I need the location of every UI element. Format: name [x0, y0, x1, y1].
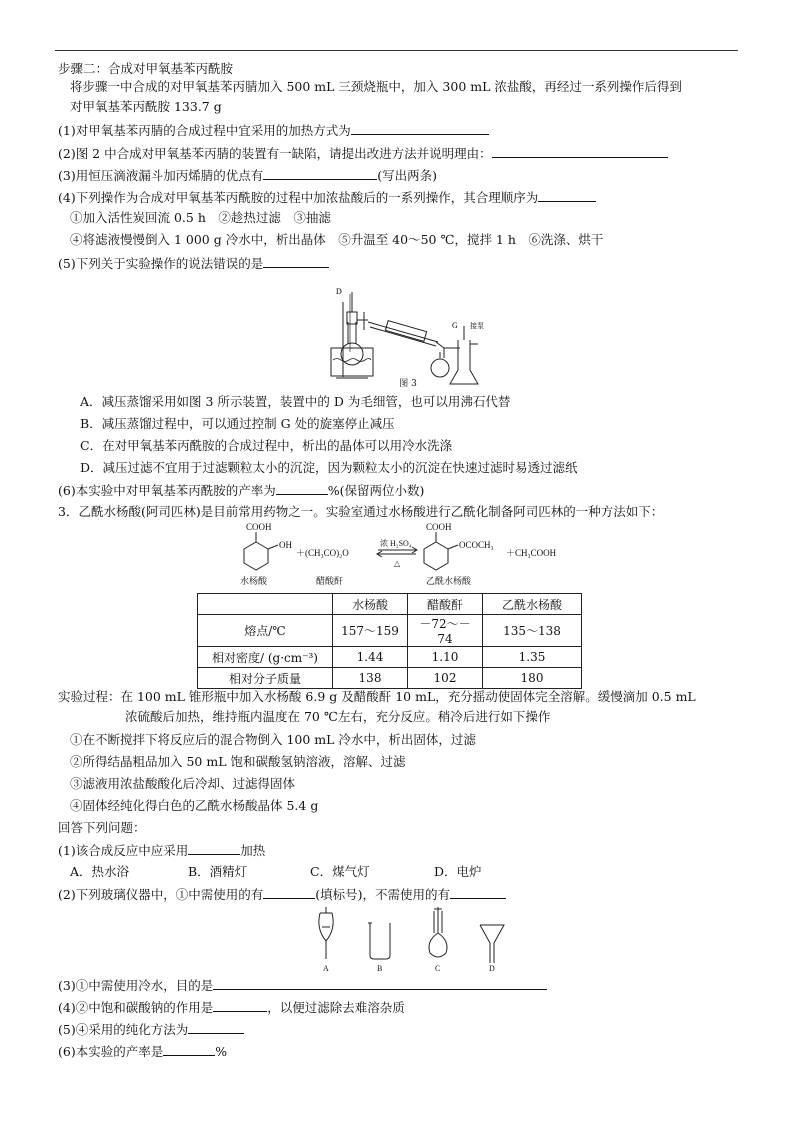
figure-3-apparatus: [328, 282, 488, 390]
p3-question-4: (4)②中饱和碳酸钠的作用是 ，以便过滤除去难溶杂质: [58, 1000, 405, 1015]
option-b: B．减压蒸馏过程中，可以通过控制 G 处的旋塞停止减压: [80, 416, 395, 431]
table-cell: 157～159: [333, 615, 408, 647]
table-cell: 1.44: [333, 647, 408, 668]
question-4-ops-line1: ①加入活性炭回流 0.5 h ②趁热过滤 ③抽滤: [70, 210, 331, 225]
table-cell: 1.10: [408, 647, 483, 668]
procedure-step2: ②所得结晶粗品加入 50 mL 饱和碳酸氢钠溶液，溶解、过滤: [70, 754, 406, 769]
option-alcohol-lamp: B．酒精灯: [188, 864, 248, 879]
table-cell: 相对分子质量: [198, 668, 333, 689]
answer-blank[interactable]: [276, 481, 328, 495]
reaction-scheme: [236, 520, 596, 590]
condition-acid: 浓 H₂SO₄: [380, 539, 412, 548]
question-5: (5)下列关于实验操作的说法错误的是: [58, 254, 329, 273]
table-header-cell: 水杨酸: [333, 594, 408, 615]
step2-desc-line1: 将步骤一中合成的对甲氧基苯丙腈加入 500 mL 三颈烧瓶中，加入 300 mL 浓盐酸，再经过一系列操作后得到: [70, 79, 682, 94]
answer-blank[interactable]: [163, 1042, 215, 1056]
figure-3-label-d: D: [336, 287, 342, 296]
answer-blank[interactable]: [450, 885, 506, 899]
table-cell: 138: [333, 668, 408, 689]
answer-blank[interactable]: [263, 254, 329, 268]
reactant-oh: OH: [279, 540, 292, 550]
condition-heat: △: [394, 559, 401, 568]
step2-desc-line2: 对甲氧基苯丙酰胺 133.7 g: [70, 99, 222, 114]
answer-blank[interactable]: [263, 166, 377, 180]
procedure-step3: ③滤液用浓盐酸酸化后冷却、过滤得固体: [70, 776, 296, 791]
table-header-row: [198, 594, 582, 615]
question-1: (1)对甲氧基苯丙腈的合成过程中宜采用的加热方式为: [58, 121, 489, 140]
figure-3-caption: 图 3: [399, 379, 417, 389]
p3-question-6: (6)本实验的产率是 %: [58, 1044, 228, 1059]
p3-question-1-options: [70, 863, 482, 881]
question-2: (2)图 2 中合成对甲氧基苯丙腈的装置有一缺陷，请提出改进方法并说明理由：: [58, 144, 668, 163]
table-cell: 相对密度/ (g·cm⁻³): [198, 647, 333, 668]
procedure-line2: 浓硫酸后加热，维持瓶内温度在 70 ℃左右，充分反应。稍冷后进行如下操作: [125, 709, 551, 724]
name-acetylsalicylic-acid: 乙酰水杨酸: [426, 576, 472, 586]
reagent-anhydride: ＋(CH₃CO)₂O: [296, 548, 349, 558]
question-6: (6)本实验中对甲氧基苯丙酰胺的产率为 %(保留两位小数): [58, 483, 425, 498]
option-c: C．在对甲氧基苯丙酰胺的合成过程中，析出的晶体可以用冷水洗涤: [80, 438, 453, 453]
table-cell: 102: [408, 668, 483, 689]
glassware-label-b: B: [377, 964, 383, 973]
byproduct-acetic-acid: ＋CH₃COOH: [506, 548, 557, 558]
answer-blank[interactable]: [188, 841, 240, 855]
answer-blank[interactable]: [213, 998, 267, 1012]
table-header-cell: 乙酰水杨酸: [483, 594, 582, 615]
answer-blank[interactable]: [188, 1020, 244, 1034]
product-cooh: COOH: [426, 522, 452, 532]
glassware-label-c: C: [435, 964, 441, 973]
answer-blank[interactable]: [263, 885, 315, 899]
table-header-cell: 醋酸酐: [408, 594, 483, 615]
answer-blank[interactable]: [351, 121, 489, 135]
question-3: (3)用恒压滴液漏斗加丙烯腈的优点有 (写出两条): [58, 168, 437, 183]
table-cell: －72～－74: [408, 615, 483, 647]
procedure-step4: ④固体经纯化得白色的乙酰水杨酸晶体 5.4 g: [70, 798, 319, 813]
p3-question-5: (5)④采用的纯化方法为: [58, 1020, 244, 1039]
table-cell: 1.35: [483, 647, 582, 668]
figure-3-label-pump: 接泵: [470, 322, 484, 330]
glassware-label-d: D: [489, 964, 495, 973]
procedure-line1: 实验过程：在 100 mL 锥形瓶中加入水杨酸 6.9 g 及醋酸酐 10 mL，充分摇动使固体完全溶解。缓慢滴加 0.5 mL: [58, 689, 696, 704]
option-a: A．减压蒸馏采用如图 3 所示装置，装置中的 D 为毛细管，也可以用沸石代替: [80, 394, 511, 409]
name-acetic-anhydride: 醋酸酐: [316, 576, 344, 586]
option-d: D．减压过滤不宜用于过滤颗粒太小的沉淀，因为颗粒太小的沉淀在快速过滤时易透过滤纸: [80, 460, 578, 475]
glassware-figure: [306, 905, 506, 973]
step2-title: 步骤二：合成对甲氧基苯丙酰胺: [58, 61, 234, 76]
answer-blank[interactable]: [538, 188, 596, 202]
answer-blank[interactable]: [213, 976, 547, 990]
problem-3-intro: 3．乙酰水杨酸(阿司匹林)是目前常用药物之一。实验室通过水杨酸进行乙酰化制备阿司匹林的一种方法如下：: [58, 504, 664, 519]
option-electric-stove: D．电炉: [434, 864, 482, 879]
table-row: [198, 615, 582, 647]
table-header-cell: [198, 594, 333, 615]
figure-3-label-g: G: [452, 321, 458, 330]
glassware-label-a: A: [323, 964, 329, 973]
properties-table: [197, 593, 582, 689]
answer-blank[interactable]: [492, 144, 668, 158]
reactant-cooh: COOH: [246, 522, 272, 532]
p3-question-1: (1)该合成反应中应采用 加热: [58, 843, 266, 858]
option-hot-water-bath: A．热水浴: [70, 864, 130, 879]
table-cell: 熔点/℃: [198, 615, 333, 647]
table-row: [198, 647, 582, 668]
name-salicylic-acid: 水杨酸: [240, 576, 268, 586]
product-ococh3: OCOCH₃: [459, 540, 494, 550]
procedure-step1: ①在不断搅拌下将反应后的混合物倒入 100 mL 冷水中，析出固体，过滤: [70, 732, 476, 747]
p3-question-3: (3)①中需使用冷水，目的是: [58, 976, 547, 995]
answer-header: 回答下列问题：: [58, 820, 146, 835]
header-rule: [55, 50, 738, 51]
question-4: (4)下列操作为合成对甲氧基苯丙酰胺的过程中加浓盐酸后的一系列操作，其合理顺序为: [58, 188, 596, 207]
option-gas-lamp: C．煤气灯: [310, 864, 370, 879]
question-4-ops-line2: ④将滤液慢慢倒入 1 000 g 冷水中，析出晶体 ⑤升温至 40～50 ℃，搅拌 1 h ⑥洗涤、烘干: [70, 232, 604, 247]
p3-question-2: (2)下列玻璃仪器中，①中需使用的有 (填标号)，不需使用的有: [58, 885, 506, 904]
table-cell: 180: [483, 668, 582, 689]
table-row: [198, 668, 582, 689]
table-cell: 135～138: [483, 615, 582, 647]
